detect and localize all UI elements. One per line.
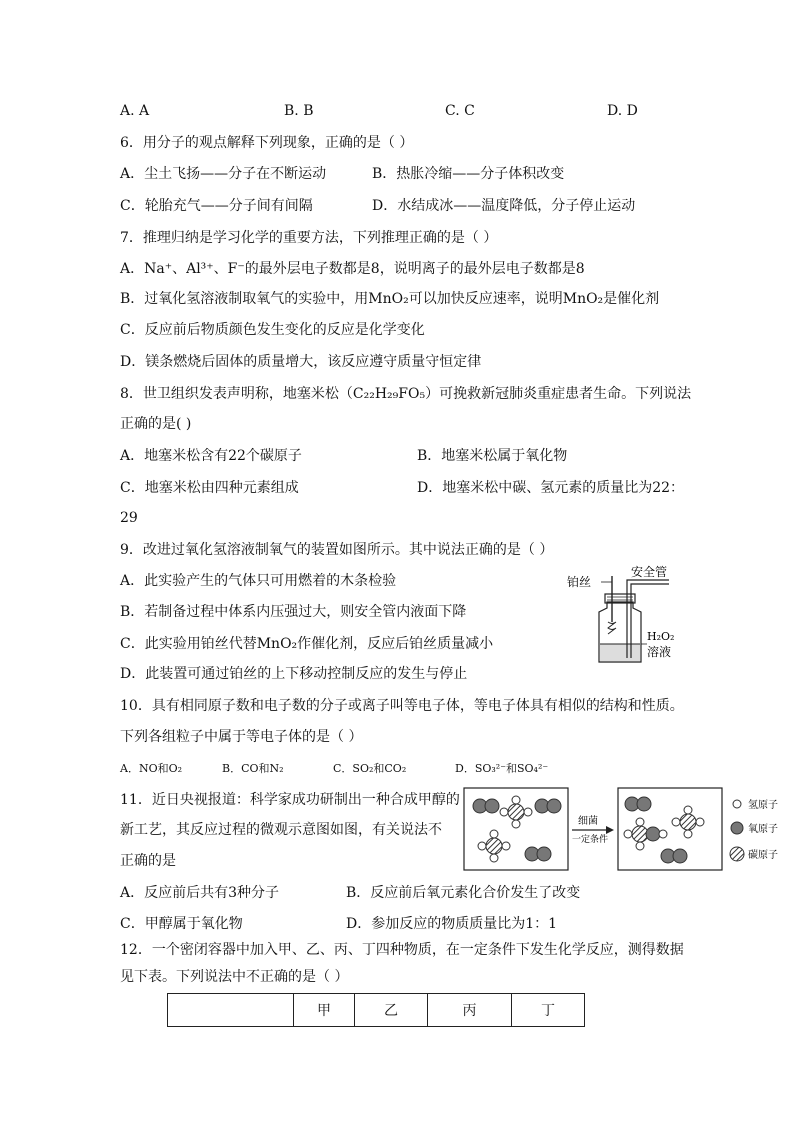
q11-option-a: A．反应前后共有3种分子 bbox=[120, 885, 280, 901]
q10-stem-line1: 10．具有相同原子数和电子数的分子或离子叫等电子体，等电子体具有相似的结构和性质。 bbox=[120, 698, 684, 714]
q9-option-c: C．此实验用铂丝代替MnO₂作催化剂，反应后铂丝质量减小 bbox=[120, 636, 494, 652]
q6-option-c: C．轮胎充气——分子间有间隔 bbox=[120, 198, 313, 214]
q5-option-c: C. C bbox=[445, 103, 475, 119]
label-solution: 溶液 bbox=[647, 645, 672, 659]
q12-stem-line1: 12．一个密闭容器中加入甲、乙、丙、丁四种物质，在一定条件下发生化学反应，测得数据 bbox=[120, 942, 684, 958]
q7-stem: 7．推理归纳是学习化学的重要方法，下列推理正确的是（ ） bbox=[120, 230, 498, 246]
legend-oxygen: 氧原子 bbox=[748, 824, 778, 835]
q6-option-d: D．水结成冰——温度降低，分子停止运动 bbox=[372, 198, 636, 214]
label-wire: 铂丝 bbox=[567, 575, 592, 589]
legend-carbon-swatch bbox=[730, 847, 744, 861]
q11-stem-line3: 正确的是 bbox=[120, 853, 176, 869]
q10-option-c: C．SO₂和CO₂ bbox=[333, 762, 407, 775]
q8-option-a: A．地塞米松含有22个碳原子 bbox=[120, 448, 302, 464]
table-header-cell: 乙 bbox=[355, 994, 428, 1027]
q10-option-a: A．NO和O₂ bbox=[120, 762, 183, 775]
q8-stem-line1: 8．世卫组织发表声明称，地塞米松（C₂₂H₂₉FO₅）可挽救新冠肺炎重症患者生命。下列说法 bbox=[120, 386, 692, 402]
q11-stem-line2: 新工艺，其反应过程的微观示意图如图，有关说法不 bbox=[120, 822, 442, 838]
q11-reaction-diagram bbox=[460, 786, 794, 876]
q6-option-b: B．热胀冷缩——分子体积改变 bbox=[372, 166, 565, 182]
q6-stem: 6．用分子的观点解释下列现象，正确的是（ ） bbox=[120, 135, 414, 151]
q9-apparatus-figure bbox=[565, 562, 685, 668]
q9-option-b: B．若制备过程中体系内压强过大，则安全管内液面下降 bbox=[120, 604, 467, 620]
q9-option-d: D．此装置可通过铂丝的上下移动控制反应的发生与停止 bbox=[120, 666, 468, 682]
q12-stem-line2: 见下表。下列说法中不正确的是（ ） bbox=[120, 969, 349, 985]
h2o2-liquid bbox=[600, 644, 640, 661]
q9-stem: 9．改进过氧化氢溶液制氧气的装置如图所示。其中说法正确的是（ ） bbox=[120, 542, 554, 558]
q11-option-b: B．反应前后氧元素化合价发生了改变 bbox=[346, 885, 581, 901]
q8-option-b: B．地塞米松属于氧化物 bbox=[417, 448, 568, 464]
q9-option-a: A．此实验产生的气体只可用燃着的木条检验 bbox=[120, 573, 397, 589]
q6-option-a: A．尘土飞扬——分子在不断运动 bbox=[120, 166, 327, 182]
q12-data-table bbox=[167, 993, 585, 1027]
table-header-row bbox=[168, 994, 585, 1027]
label-safety-tube: 安全管 bbox=[631, 565, 668, 579]
q11-stem-line1: 11．近日央视报道：科学家成功研制出一种合成甲醇的 bbox=[120, 792, 460, 808]
wire-coil bbox=[608, 622, 616, 634]
q7-option-b: B．过氧化氢溶液制取氧气的实验中，用MnO₂可以加快反应速率，说明MnO₂是催化剂 bbox=[120, 291, 660, 307]
q5-option-b: B. B bbox=[284, 103, 314, 119]
q10-option-d: D．SO₃²⁻和SO₄²⁻ bbox=[455, 762, 549, 775]
q10-stem-line2: 下列各组粒子中属于等电子体的是（ ） bbox=[120, 729, 363, 745]
q7-option-c: C．反应前后物质颜色发生变化的反应是化学变化 bbox=[120, 322, 425, 338]
legend-hydrogen-swatch bbox=[733, 800, 741, 808]
q7-option-a: A．Na⁺、Al³⁺、F⁻的最外层电子数都是8，说明离子的最外层电子数都是8 bbox=[120, 261, 585, 277]
legend-carbon: 碳原子 bbox=[748, 850, 778, 861]
q11-option-c: C．甲醇属于氧化物 bbox=[120, 916, 243, 932]
q10-option-b: B．CO和N₂ bbox=[222, 762, 284, 775]
q5-option-a: A. A bbox=[120, 103, 150, 119]
arrow-label-top: 细菌 bbox=[578, 816, 598, 827]
legend-oxygen-swatch bbox=[731, 822, 743, 834]
q5-option-d: D. D bbox=[607, 103, 638, 119]
q8-stem-line2: 正确的是( ) bbox=[120, 416, 192, 432]
table-header-cell: 丙 bbox=[428, 994, 512, 1027]
q7-option-d: D．镁条燃烧后固体的质量增大，该反应遵守质量守恒定律 bbox=[120, 354, 482, 370]
legend-hydrogen: 氢原子 bbox=[748, 800, 778, 811]
label-h2o2: H₂O₂ bbox=[647, 630, 675, 643]
q8-option-d-cont: 29 bbox=[120, 510, 138, 526]
q8-option-c: C．地塞米松由四种元素组成 bbox=[120, 480, 299, 496]
table-header-cell: 甲 bbox=[294, 994, 355, 1027]
q8-option-d: D．地塞米松中碳、氢元素的质量比为22： bbox=[417, 480, 685, 496]
arrow-label-bottom: 一定条件 bbox=[572, 835, 609, 845]
table-header-cell bbox=[168, 994, 294, 1027]
table-header-cell: 丁 bbox=[512, 994, 585, 1027]
q11-option-d: D．参加反应的物质质量比为1：1 bbox=[346, 916, 558, 932]
